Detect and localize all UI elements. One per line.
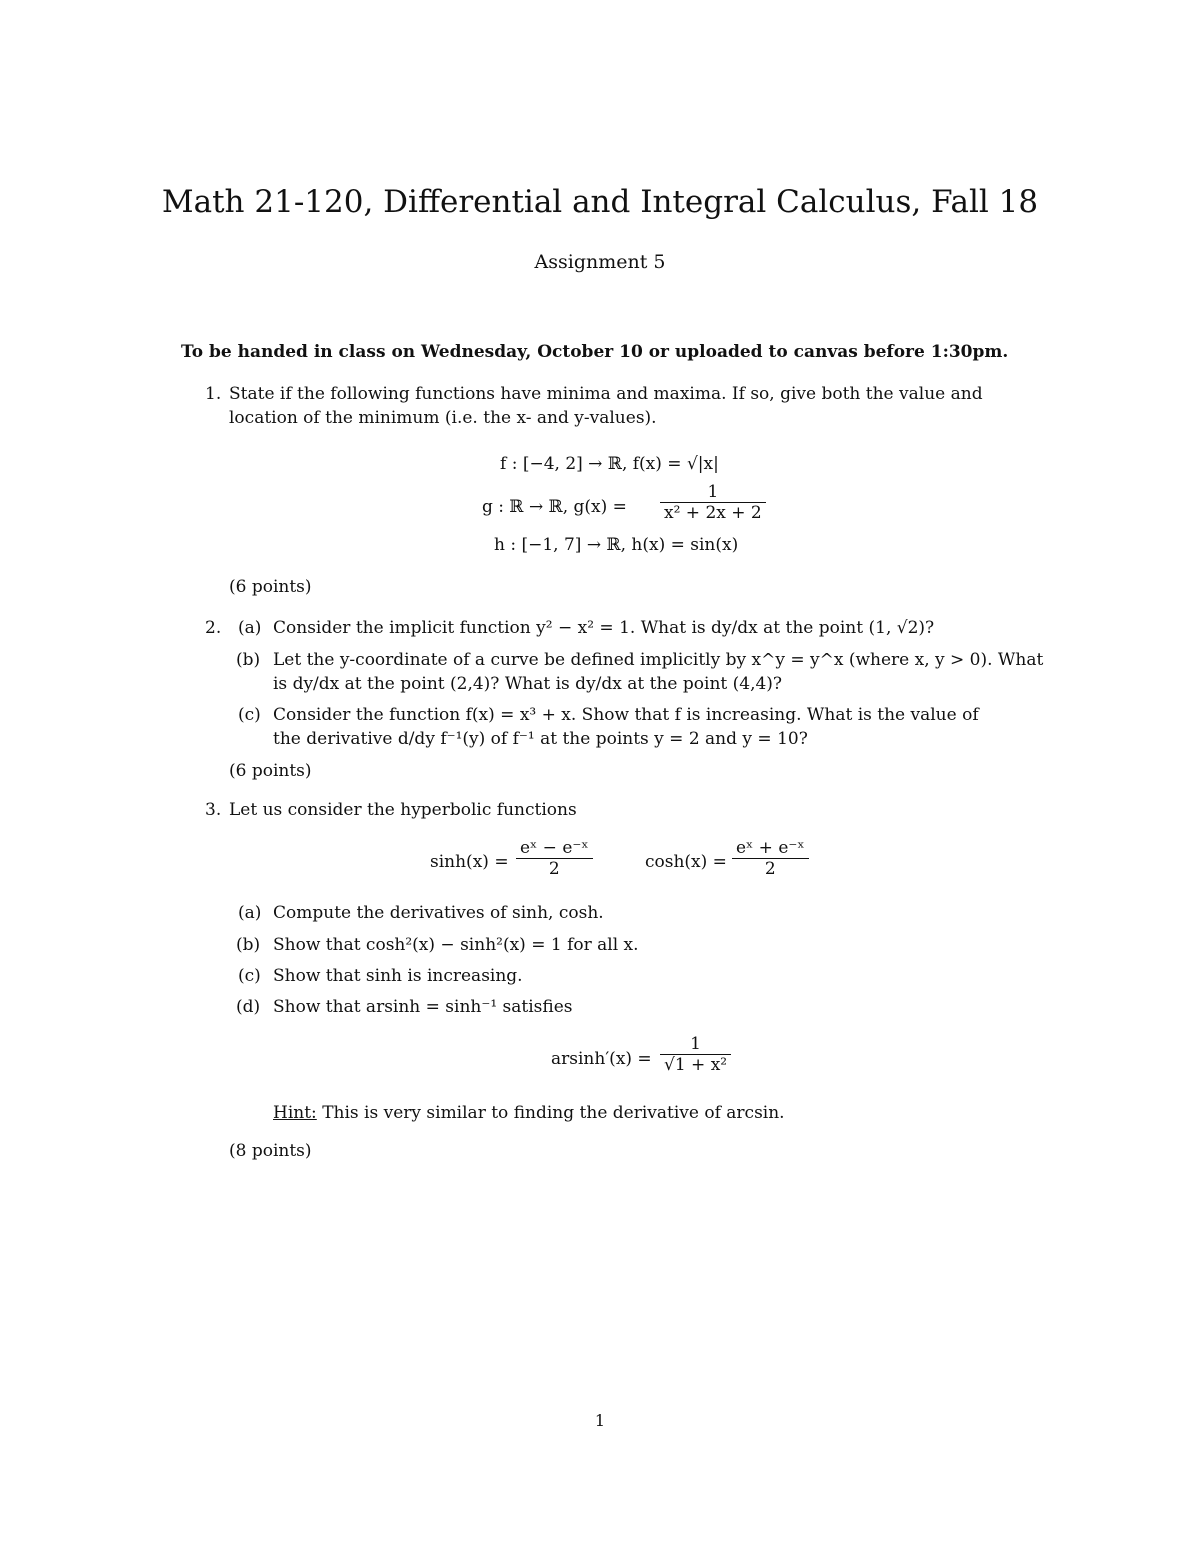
problem-3c-label: (c) [238,966,261,986]
problem-1-number: 1. [205,384,222,404]
arsinh-numerator: 1 [690,1034,701,1054]
problem-2a-label: (a) [238,618,262,638]
equation-g-numerator: 1 [707,482,719,502]
arsinh-denominator: √1 + x² [660,1054,731,1075]
due-statement: To be handed in class on Wednesday, October 10 or uploaded to canvas before 1:30pm. [181,342,1009,362]
problem-3-intro: Let us consider the hyperbolic functions [229,800,577,820]
cosh-fraction [732,838,809,879]
problem-2c-label: (c) [238,705,261,725]
hint-label: Hint: [273,1103,317,1123]
problem-2-number: 2. [205,618,222,638]
problem-2c-line-1: Consider the function f(x) = x³ + x. Show that f is increasing. What is the value of [273,705,979,725]
problem-3d-label: (d) [236,997,261,1017]
cosh-left: cosh(x) = [645,852,727,872]
equation-f: f : [−4, 2] → ℝ, f(x) = √|x| [500,454,719,474]
problem-3d-text: Show that arsinh = sinh⁻¹ satisfies [273,997,573,1017]
problem-1-text-line-2: location of the minimum (i.e. the x- and y-values). [229,408,657,428]
hint-line [273,1101,785,1125]
problem-2c-line-2: the derivative d/dy f⁻¹(y) of f⁻¹ at the points y = 2 and y = 10? [273,729,808,749]
problem-1-points: (6 points) [229,577,312,597]
assignment-subtitle: Assignment 5 [534,251,666,273]
cosh-denominator: 2 [732,858,809,879]
hint-text: This is very similar to finding the derivative of arcsin. [322,1103,785,1123]
problem-2b-label: (b) [236,650,261,670]
equation-g-denominator: x² + 2x + 2 [660,502,766,523]
problem-3b-label: (b) [236,935,261,955]
problem-3c-text: Show that sinh is increasing. [273,966,523,986]
sinh-fraction [516,838,593,879]
problem-3-points: (8 points) [229,1141,312,1161]
problem-2b-line-1: Let the y-coordinate of a curve be defined implicitly by x^y = y^x (where x, y > 0). What [273,650,1044,670]
problem-2a-text: Consider the implicit function y² − x² = 1. What is dy/dx at the point (1, √2)? [273,618,935,638]
equation-h: h : [−1, 7] → ℝ, h(x) = sin(x) [494,535,739,555]
sinh-numerator: eˣ − e⁻ˣ [520,838,589,858]
cosh-numerator: eˣ + e⁻ˣ [736,838,805,858]
problem-2-points: (6 points) [229,761,312,781]
sinh-left: sinh(x) = [430,852,509,872]
equation-g-left: g : ℝ → ℝ, g(x) = [482,497,627,517]
problem-1-text-line-1: State if the following functions have minima and maxima. If so, give both the value and [229,384,983,404]
problem-3a-text: Compute the derivatives of sinh, cosh. [273,903,604,923]
sinh-denominator: 2 [516,858,593,879]
page-number: 1 [594,1411,606,1430]
problem-3b-text: Show that cosh²(x) − sinh²(x) = 1 for all x. [273,935,639,955]
arsinh-left: arsinh′(x) = [551,1049,652,1069]
equation-g-fraction [660,482,766,523]
page-title: Math 21-120, Differential and Integral Calculus, Fall 18 [161,184,1039,220]
arsinh-fraction [660,1034,731,1075]
problem-3a-label: (a) [238,903,262,923]
problem-2b-line-2: is dy/dx at the point (2,4)? What is dy/dx at the point (4,4)? [273,674,783,694]
problem-3-number: 3. [205,800,222,820]
